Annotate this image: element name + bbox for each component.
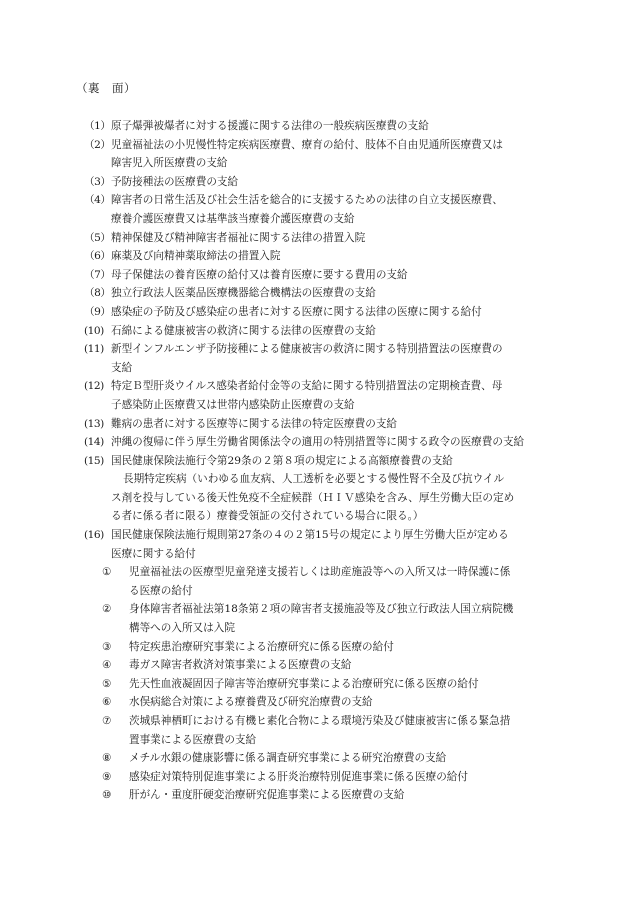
sub-item-number: ② xyxy=(102,603,112,616)
sub-item-number: ⑤ xyxy=(102,677,112,690)
item-text: 新型インフルエンザ予防接種による健康被害の救済に関する特別措置法の医療費の 支給 xyxy=(111,343,503,374)
sub-item-text: 先天性血液凝固因子障害等治療研究事業による治療研究に係る医療の給付 xyxy=(129,677,479,690)
sub-item-text: 肝がん・重度肝硬変治療研究促進事業による医療費の支給 xyxy=(129,789,405,802)
sub-item-text: 毒ガス障害者救済対策事業による医療費の支給 xyxy=(129,659,352,672)
sub-item-8 xyxy=(84,749,554,768)
item-text: 独立行政法人医薬品医療機器総合機構法の医療費の支給 xyxy=(111,287,376,300)
item-number: （8） xyxy=(84,287,111,300)
list-item-3 xyxy=(84,173,554,192)
sub-item-9 xyxy=(84,768,554,787)
item-number: （2） xyxy=(84,138,111,151)
item-text: 感染症の予防及び感染症の患者に対する医療に関する法律の医療に関する給付 xyxy=(111,305,482,318)
sub-item-10 xyxy=(84,786,554,805)
item-text: 原子爆弾被爆者に対する援護に関する法律の一般疾病医療費の支給 xyxy=(111,120,429,132)
list-item-16 xyxy=(84,526,554,563)
sub-item-number: ⑧ xyxy=(102,752,112,765)
item-text: 特定Ｂ型肝炎ウイルス感染者給付金等の支給に関する特別措置法の定期検査費、母 子感染防止医療費又は世帯内感染防止医療費の支給 xyxy=(111,380,503,411)
list-item-11 xyxy=(84,340,554,377)
item-text: 児童福祉法の小児慢性特定疾病医療費、療育の給付、肢体不自由児通所医療費又は 障害児入所医療費の支給 xyxy=(111,138,503,170)
item-number: (10) xyxy=(84,324,104,337)
item-number: （1） xyxy=(84,120,111,132)
sub-item-number: ③ xyxy=(102,640,112,653)
item-number: （9） xyxy=(84,305,111,318)
sub-item-number: ⑨ xyxy=(102,770,112,783)
note-line: る者に係る者に限る）療養受領証の交付されている場合に限る。） xyxy=(111,510,424,523)
list-item-2 xyxy=(84,136,554,173)
page-heading: （裏 面） xyxy=(76,81,136,95)
sub-item-text: 身体障害者福祉法第18条第２項の障害者支援施設等及び独立行政法人国立病院機 構等への入所又は入院 xyxy=(129,603,514,635)
item-number: （5） xyxy=(84,231,111,244)
item-number: （7） xyxy=(84,268,111,281)
sub-item-text: 水俣病総合対策による療養費及び研究治療費の支給 xyxy=(129,696,373,709)
list-item-1 xyxy=(84,117,554,136)
sub-item-number: ⑦ xyxy=(102,715,112,727)
sub-item-text: 児童福祉法の医療型児童発達支援若しくは助産施設等への入所又は一時保護に係 る医療の給付 xyxy=(129,566,511,597)
item-text: 国民健康保険法施行規則第27条の４の２第15号の規定により厚生労働大臣が定める 医療に関する給付 xyxy=(111,529,509,560)
sub-item-1 xyxy=(84,563,554,600)
item-number: （6） xyxy=(84,250,111,263)
item-number: (11) xyxy=(84,343,104,356)
item-number: (16) xyxy=(84,529,104,542)
list-item-7 xyxy=(84,266,554,285)
sub-item-4 xyxy=(84,656,554,675)
list-item-10 xyxy=(84,322,554,341)
list-item-4 xyxy=(84,191,554,228)
item-text: 石綿による健康被害の救済に関する法律の医療費の支給 xyxy=(111,324,376,337)
sub-item-3 xyxy=(84,638,554,657)
sub-item-6 xyxy=(84,693,554,712)
item-text: 国民健康保険法施行令第29条の２第８項の規定による高額療養費の支給 xyxy=(111,454,453,467)
item-text: 母子保健法の養育医療の給付又は養育医療に要する費用の支給 xyxy=(111,268,408,281)
item-number: (13) xyxy=(84,417,104,430)
sub-item-text: メチル水銀の健康影響に係る調査研究事業による研究治療費の支給 xyxy=(129,752,447,765)
list-item-14 xyxy=(84,433,554,452)
item-text: 障害者の日常生活及び社会生活を総合的に支援するための法律の自立支援医療費、 療養介護医療費又は基準該当療養介護医療費の支給 xyxy=(111,194,503,225)
item-text: 予防接種法の医療費の支給 xyxy=(111,175,239,188)
sub-item-7 xyxy=(84,712,554,749)
list-item-6 xyxy=(84,247,554,266)
item-text: 精神保健及び精神障害者福祉に関する法律の措置入院 xyxy=(111,231,366,244)
sub-item-text: 感染症対策特別促進事業による肝炎治療特別促進事業に係る医療の給付 xyxy=(129,770,468,783)
item-text: 麻薬及び向精神薬取締法の措置入院 xyxy=(111,250,281,263)
sub-item-number: ① xyxy=(102,566,112,579)
list-item-15 xyxy=(84,452,554,471)
sub-item-text: 茨城県神栖町における有機ヒ素化合物による環境汚染及び健康被害に係る緊急措 置事業による医療費の支給 xyxy=(129,715,511,746)
list-item-12 xyxy=(84,377,554,414)
sub-item-5 xyxy=(84,675,554,694)
item-text: 沖縄の復帰に伴う厚生労働省関係法令の適用の特別措置等に関する政令の医療費の支給 xyxy=(111,436,525,449)
list-item-8 xyxy=(84,284,554,303)
item-number: (15) xyxy=(84,454,104,467)
note-line: ス剤を投与している後天性免疫不全症候群（ＨＩＶ感染を含み、厚生労働大臣の定め xyxy=(111,491,515,504)
sub-item-number: ④ xyxy=(102,659,112,672)
benefit-list xyxy=(84,117,554,805)
item-number: （3） xyxy=(84,175,111,188)
item-text: 難病の患者に対する医療等に関する法律の特定医療費の支給 xyxy=(111,417,398,430)
list-item-13 xyxy=(84,415,554,434)
sub-item-number: ⑥ xyxy=(102,696,112,709)
sub-item-2 xyxy=(84,600,554,637)
note-line: 長期特定疾病（いわゆる血友病、人工透析を必要とする慢性腎不全及び抗ウイル xyxy=(123,473,505,486)
list-item-5 xyxy=(84,229,554,248)
sub-item-number: ⑩ xyxy=(102,789,112,802)
item-number: （4） xyxy=(84,194,111,207)
item-15-note xyxy=(84,470,554,526)
list-item-9 xyxy=(84,303,554,322)
item-number: (14) xyxy=(84,436,104,449)
sub-item-text: 特定疾患治療研究事業による治療研究に係る医療の給付 xyxy=(129,640,394,653)
item-number: (12) xyxy=(84,380,104,393)
